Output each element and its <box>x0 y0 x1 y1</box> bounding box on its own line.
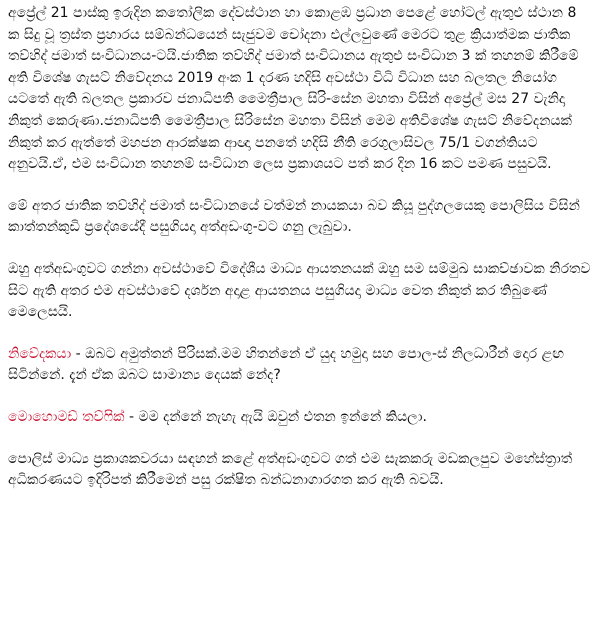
article-paragraph-2: මේ අතර ජාතික තව්හිද් ජමාත් සංවිධානයේ වත්මන් නායකයා බව කියූ පුද්ගලයෙකු පොලිසිය විසින් කාත්තන්කුඩි ප්‍රදේශයේදී පසුගියදා අත්අඩංගු-වට ගනු ලැබුවා. <box>8 197 580 236</box>
speaker-quote-announcer: - ඔබට අමුත්තන් පිරිසක්.මම හිතන්නේ ඒ යුද හමුදා සහ පොල-ස් නිලධාරීන් දොර ළඟ සිටින්නේ. දැන් ඒක ඔබට සාමාන්‍ය දෙයක් නේද? <box>8 345 565 384</box>
speaker-name-mohamed-thawfeek: මොහොමඩ් තව්ෆික් <box>8 408 125 425</box>
article-paragraph-1: අප්‍රේල් 21 පාස්කු ඉරුදින කතෝලික දේවස්ථාන හා කොළඹ ප්‍රධාන පෙළේ හෝටල් ඇතුළු ස්ථාන 8 ක සිදු වූ ත්‍රස්ත ප්‍රහාරය සම්බන්ධයෙන් සැජුවම චෝදනා එල්ලවුණේ මෙරට තුළ ක්‍රියාත්මක ජාතික තව්හිද් ජමාත් සංවිධානය-ටයි.ජාතික තව්හිද් ජමාත් සංවිධානය ඇතුළු සංවිධාන 3 ක් තහනම් කිරීමේ අති විශේෂ ගැසට් නිවේදනය 2019 අංක 1 දරණ හදිසි අවස්ථා විධි විධාන සහ බලතල නියෝග යටතේ ඇති බලතල ප්‍රකාරව ජනාධිපති මෛත්‍රීපාල සිරි-සේන මහතා විසින් අප්‍රේල් මස 27 වැනිදා නිකුත් කෙරුණා.ජනාධිපති මෛත්‍රීපාල සිරිසේන මහතා විසින් මෙම අතිවිශේෂ ගැසට් නිවේදනයක් නිකුත් කර ඇත්තේ මහජන ආරක්ෂක ආඥා පනතේ හදිසි නීති රෙගුලාසිවල 75/1 වගන්තියට අනුවයි.ඒ, එම සංවිධාන තහනම් සංවිධාන ලෙස ප්‍රකාශයට පත් කර දින 16 කට පමණ පසුවයි. <box>8 5 579 173</box>
interview-exchange-2 <box>8 407 592 429</box>
article-paragraph-4: පොලිස් මාධ්‍ය ප්‍රකාශකවරයා සඳහන් කළේ අත්අඩංගුවට ගත් එම සැකකරු මඩකලපුව මහේස්ත්‍රාත් අධිකරණයට ඉදිරිපත් කිරීමෙන් පසු රක්ෂිත බන්ධනාගාරගත කර ඇති බවයි. <box>8 450 573 489</box>
article-paragraph-3: ඔහු අත්අඩංගුවට ගන්නා අවස්ථාවේ විදේශීය මාධ්‍ය ආයතනයක් ඔහු සම සම්මුඛ සාකච්ඡාවක නිරතව සිට ඇති අතර එම අවස්ථාවේ දර්ශන අදාළ ආයතනය පසුගියදා මාධ්‍ය වෙත නිකුත් කර තිබුණේ මෙලෙසයි. <box>8 260 591 321</box>
speaker-quote-mohamed-thawfeek: - මම දන්නේ නැහැ ඇයි ඔවුන් එතන ඉන්නේ කියලා. <box>124 408 427 425</box>
speaker-name-announcer: නිවේදකයා <box>8 345 72 362</box>
interview-exchange-1 <box>8 344 592 387</box>
